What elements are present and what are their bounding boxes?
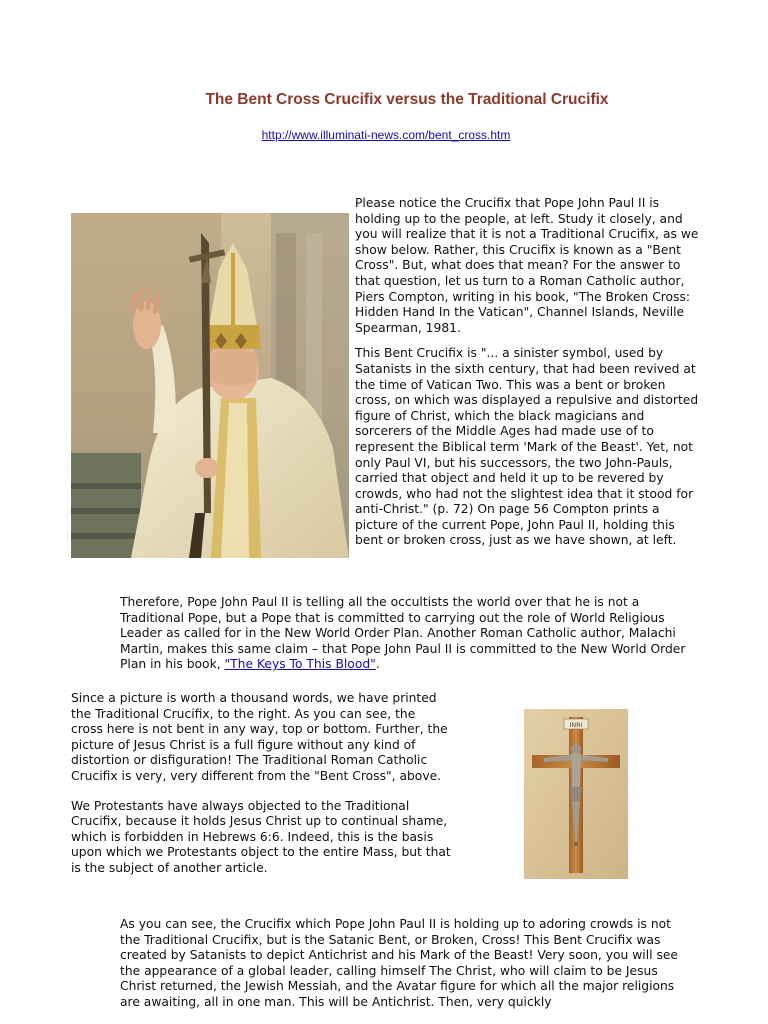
keys-to-this-blood-link[interactable]: "The Keys To This Blood": [224, 657, 376, 672]
block-paragraph-2: As you can see, the Crucifix which Pope John Paul II is holding up to adoring crowds is not the Traditional Crucifix, but is the Satanic Bent, or Broken, Cross! This Bent Crucifix was created by Satanists to depict Antichrist and his Mark of the Beast! Very soon, you will see the appearance of a global leader, calling himself The Christ, who will claim to be Jesus Christ returned, the Jewish Messiah, and the Avatar figure for which all the major religions are awaiting, all in one man. This will be Antichrist. Then, very quickly: [120, 917, 678, 1009]
right-paragraph-2: This Bent Crucifix is "... a sinister symbol, used by Satanists in the sixth century, that had been revived at the time of Vatican Two. This was a bent or broken cross, on which was displayed a repulsive and distorted figure of Christ, which the black magicians and sorcerers of the Middle Ages had made use of to represent the Biblical term 'Mark of the Beast'. Yet, not only Paul VI, but his successors, the two John-Pauls, carried that object and held it up to be revered by crowds, who had not the slightest idea that it stood for anti-Christ." (p. 72) On page 56 Compton prints a picture of the current Pope, John Paul II, holding this bent or broken cross, just as we have shown, at left.: [355, 346, 699, 548]
left-paragraph-1: Since a picture is worth a thousand words, we have printed the Traditional Crucifix, to the right. As you can see, the cross here is not bent in any way, top or bottom. Further, the picture of Jesus Christ is a full figure without any kind of distortion or disfiguration! The Traditional Roman Catholic Crucifix is very, very different from the "Bent Cross", above.: [71, 691, 448, 783]
left-paragraph-2: We Protestants have always objected to the Traditional Crucifix, because it holds Jesus Christ up to continual shame, which is forbidden in Hebrews 6:6. Indeed, this is the basis upon which we Protestants object to the entire Mass, but that is the subject of another article.: [71, 798, 451, 875]
page-title: The Bent Cross Crucifix versus the Traditional Crucifix: [205, 91, 609, 108]
right-column-text: [355, 196, 705, 559]
pope-photo-icon: [71, 213, 349, 558]
source-url-link[interactable]: http://www.illuminati-news.com/bent_cross.htm: [261, 128, 511, 142]
block-paragraph-1: [120, 595, 690, 673]
right-paragraph-1: Please notice the Crucifix that Pope John Paul II is holding up to the people, at left. Study it closely, and you will realize that it is not a Traditional Crucifix, as we show below. Rather, this Crucifix is known as a "Bent Cross". But, what does that mean? For the answer to that question, let us turn to a Roman Catholic author, Piers Compton, writing in his book, "The Broken Cross: Hidden Hand In the Vatican", Channel Islands, Neville Spearman, 1981.: [355, 196, 699, 335]
block1-end: .: [375, 657, 380, 672]
left-column-text: [71, 691, 451, 891]
block1-text: Therefore, Pope John Paul II is telling all the occultists the world over that he is not a Traditional Pope, but a Pope that is committed to carrying out the role of World Religious Leader as called for in the New World Order Plan. Another Roman Catholic author, Malachi Martin, makes this same claim – that Pope John Paul II is committed to the New World Order Plan in his book,: [120, 595, 686, 672]
crucifix-plaque-label: INRI: [569, 721, 583, 729]
crucifix-photo-icon: [524, 709, 628, 879]
source-url: [0, 128, 768, 144]
